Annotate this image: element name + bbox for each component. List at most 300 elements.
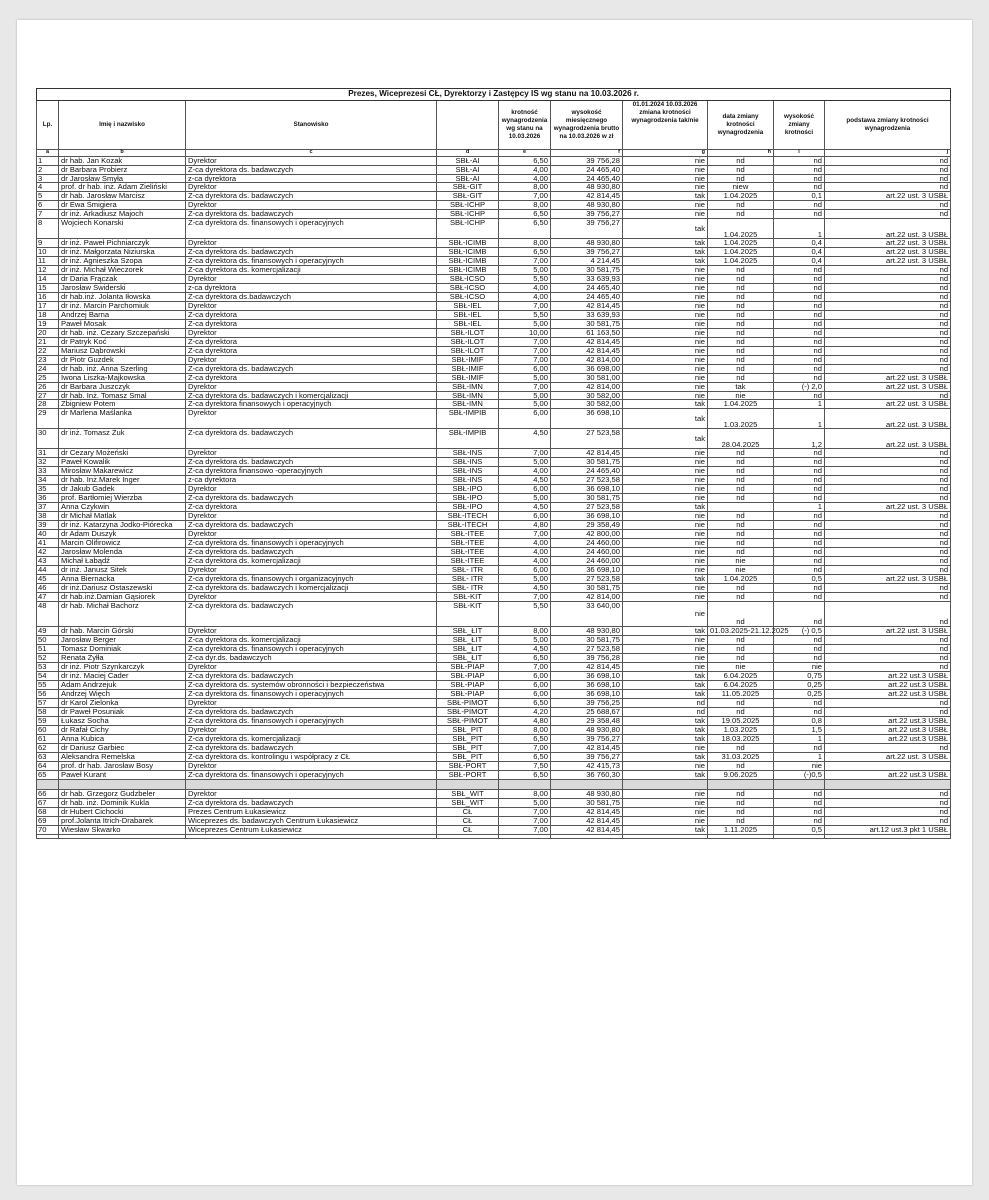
empty-cell (708, 834, 774, 838)
row-number: 12 (37, 266, 59, 275)
row-number: 10 (37, 248, 59, 257)
row-name: dr inż. Piotr Szynkarczyk (59, 662, 186, 671)
row-change-basis: nd (825, 583, 951, 592)
row-salary: 24 465,40 (551, 284, 623, 293)
row-change-date: nd (708, 583, 774, 592)
row-position: Dyrektor (186, 626, 437, 635)
row-change-amount: 0,1 (774, 192, 825, 201)
separator-row (37, 779, 951, 789)
table-row (37, 601, 951, 626)
row-change-date: nd (708, 365, 774, 374)
row-salary: 30 581,75 (551, 266, 623, 275)
row-position: Dyrektor (186, 275, 437, 284)
row-position: Z-ca dyrektora ds. kontrolingu i współpracy z CŁ (186, 752, 437, 761)
row-salary: 33 640,00 (551, 601, 623, 626)
row-number: 67 (37, 798, 59, 807)
row-change-date: nd (708, 644, 774, 653)
row-multiplier: 6,00 (499, 680, 551, 689)
row-salary: 42 814,45 (551, 825, 623, 834)
row-name: dr hab. Jan Kozak (59, 156, 186, 165)
table-row (37, 484, 951, 493)
row-change-date: nd (708, 329, 774, 338)
row-unit: SBŁ-INS (437, 449, 499, 458)
row-change-amount: nd (774, 743, 825, 752)
row-position: Dyrektor (186, 698, 437, 707)
row-salary: 48 930,80 (551, 239, 623, 248)
table-row (37, 565, 951, 574)
row-multiplier: 5,50 (499, 601, 551, 626)
row-number: 35 (37, 484, 59, 493)
row-change-amount: (-) 0,5 (774, 626, 825, 635)
row-position: Z-ca dyrektora ds. finansowych i operacyjnych (186, 716, 437, 725)
row-salary: 4 214,45 (551, 257, 623, 266)
row-multiplier: 4,00 (499, 547, 551, 556)
row-unit: SBŁ-AI (437, 174, 499, 183)
row-salary: 24 460,00 (551, 538, 623, 547)
row-unit: CŁ (437, 816, 499, 825)
row-change-basis: nd (825, 275, 951, 284)
row-name: Paweł Kurant (59, 770, 186, 779)
row-name: dr inż. Katarzyna Jodko-Piórecka (59, 520, 186, 529)
empty-cell (437, 834, 499, 838)
separator-cell (623, 779, 708, 789)
row-change: tak (623, 248, 708, 257)
row-salary: 29 358,48 (551, 716, 623, 725)
row-multiplier: 7,50 (499, 761, 551, 770)
row-name: dr inż. Małgorzata Niziurska (59, 248, 186, 257)
row-number: 18 (37, 311, 59, 320)
row-salary: 42 800,00 (551, 529, 623, 538)
row-change-basis: art.22 ust. 3 USBŁ (825, 409, 951, 429)
row-salary: 36 760,30 (551, 770, 623, 779)
table-title: Prezes, Wiceprezesi CŁ, Dyrektorzy i Zastępcy IS wg stanu na 10.03.2026 r. (37, 89, 951, 101)
row-change-amount: nd (774, 635, 825, 644)
row-position: Z-ca dyr.ds. badawczych (186, 653, 437, 662)
table-row (37, 466, 951, 475)
row-unit: SBŁ-IMIF (437, 365, 499, 374)
row-multiplier: 6,50 (499, 219, 551, 239)
row-multiplier: 4,80 (499, 716, 551, 725)
column-letter: a (37, 150, 59, 157)
row-change: nie (623, 329, 708, 338)
row-number: 46 (37, 583, 59, 592)
row-position: Dyrektor (186, 662, 437, 671)
row-name: dr hab. inż. Dominik Kukla (59, 798, 186, 807)
row-change-amount: nd (774, 565, 825, 574)
row-change-amount: nie (774, 761, 825, 770)
row-change-amount: nd (774, 311, 825, 320)
row-position: Z-ca dyrektora ds. finansowych i operacyjnych (186, 644, 437, 653)
row-salary: 24 460,00 (551, 556, 623, 565)
row-change: nie (623, 293, 708, 302)
row-unit: SBŁ_ŁIT (437, 635, 499, 644)
row-change: nie (623, 457, 708, 466)
table-row (37, 429, 951, 449)
row-change-basis: art.22 ust. 3 USBŁ (825, 239, 951, 248)
row-number: 5 (37, 192, 59, 201)
table-row (37, 165, 951, 174)
row-change: nie (623, 583, 708, 592)
row-change-amount: nd (774, 547, 825, 556)
row-unit: SBŁ-PIAP (437, 671, 499, 680)
row-name: Marcin Olifirowicz (59, 538, 186, 547)
row-name: dr Karol Zielonka (59, 698, 186, 707)
row-change-date: nd (708, 457, 774, 466)
row-name: Wiesław Skwarko (59, 825, 186, 834)
row-change-amount: 1 (774, 219, 825, 239)
row-number: 65 (37, 770, 59, 779)
row-salary: 48 930,80 (551, 725, 623, 734)
row-change-basis: nd (825, 210, 951, 219)
row-multiplier: 4,80 (499, 520, 551, 529)
row-multiplier: 7,00 (499, 347, 551, 356)
row-change: tak (623, 752, 708, 761)
row-position: Z-ca dyrektora ds. badawczych (186, 743, 437, 752)
row-position: Dyrektor (186, 383, 437, 392)
row-number: 17 (37, 302, 59, 311)
row-multiplier: 7,00 (499, 338, 551, 347)
row-salary: 36 698,10 (551, 689, 623, 698)
row-unit: SBŁ-PIMOT (437, 698, 499, 707)
row-number: 60 (37, 725, 59, 734)
row-name: Renata Żyłła (59, 653, 186, 662)
row-name: Paweł Mosak (59, 320, 186, 329)
row-change-date: 1.03.2025 (708, 409, 774, 429)
row-change-amount: nd (774, 210, 825, 219)
row-position: Wiceprezes ds. badawczych Centrum Łukasiewicz (186, 816, 437, 825)
row-number: 3 (37, 174, 59, 183)
row-name: dr Barbara Juszczyk (59, 383, 186, 392)
row-change: nie (623, 449, 708, 458)
row-change-amount: nd (774, 484, 825, 493)
row-salary: 42 814,45 (551, 338, 623, 347)
row-change-basis: art.22 ust. 3 USBŁ (825, 374, 951, 383)
row-position: Z-ca dyrektora (186, 374, 437, 383)
row-salary: 42 814,45 (551, 192, 623, 201)
table-row (37, 752, 951, 761)
row-change-amount: nd (774, 457, 825, 466)
table-row (37, 529, 951, 538)
row-change-date: nd (708, 466, 774, 475)
row-change-basis: nd (825, 807, 951, 816)
row-name: dr inż.Dariusz Ostaszewski (59, 583, 186, 592)
row-number: 29 (37, 409, 59, 429)
salary-table (36, 88, 951, 839)
row-change-date: nie (708, 662, 774, 671)
row-unit: SBŁ-IMN (437, 400, 499, 409)
row-multiplier: 4,00 (499, 556, 551, 565)
row-change-amount: nd (774, 816, 825, 825)
row-change: tak (623, 502, 708, 511)
row-salary: 24 465,40 (551, 466, 623, 475)
row-change-date: 6.04.2025 (708, 671, 774, 680)
row-change: tak (623, 825, 708, 834)
row-change: tak (623, 725, 708, 734)
table-row (37, 475, 951, 484)
row-multiplier: 6,00 (499, 409, 551, 429)
row-change-basis: nd (825, 662, 951, 671)
row-salary: 30 581,75 (551, 583, 623, 592)
row-position: Dyrektor (186, 329, 437, 338)
row-position: Dyrektor (186, 725, 437, 734)
row-change-basis: nd (825, 484, 951, 493)
row-unit: SBŁ_PIT (437, 752, 499, 761)
row-change-basis: nd (825, 547, 951, 556)
row-name: dr Jarosław Smyła (59, 174, 186, 183)
row-change-amount: nd (774, 653, 825, 662)
row-unit: SBŁ-ITECH (437, 511, 499, 520)
row-salary: 30 581,75 (551, 320, 623, 329)
row-salary: 36 698,10 (551, 671, 623, 680)
row-number: 45 (37, 574, 59, 583)
row-unit: SBŁ-IMN (437, 383, 499, 392)
table-row (37, 556, 951, 565)
row-change-amount: 0,25 (774, 689, 825, 698)
row-name: dr hab.inż. Jolanta Iłowska (59, 293, 186, 302)
column-letter: g (623, 150, 708, 157)
row-name: prof. dr hab. inż. Adam Zieliński (59, 183, 186, 192)
row-change-basis: nd (825, 183, 951, 192)
row-name: dr hab. inż. Cezary Szczepański (59, 329, 186, 338)
row-change-amount: 0,4 (774, 257, 825, 266)
row-change-date: nd (708, 156, 774, 165)
row-change-amount: 1,2 (774, 429, 825, 449)
row-change-basis: nd (825, 201, 951, 210)
row-change-amount: nd (774, 601, 825, 626)
row-salary: 61 163,50 (551, 329, 623, 338)
row-salary: 39 756,27 (551, 210, 623, 219)
row-unit: SBŁ-AI (437, 156, 499, 165)
row-change-date: 6.04.2025 (708, 680, 774, 689)
row-name: Jarosław Molenda (59, 547, 186, 556)
row-change-amount: nd (774, 511, 825, 520)
row-change-basis: nd (825, 302, 951, 311)
table-row (37, 770, 951, 779)
row-salary: 42 814,45 (551, 807, 623, 816)
row-salary: 25 688,67 (551, 707, 623, 716)
row-multiplier: 5,00 (499, 266, 551, 275)
row-position: Z-ca dyrektora ds. badawczych (186, 671, 437, 680)
table-row (37, 356, 951, 365)
table-row (37, 807, 951, 816)
row-salary: 42 814,45 (551, 302, 623, 311)
row-change-amount: nd (774, 356, 825, 365)
row-change-date: tak (708, 383, 774, 392)
row-change-date: nd (708, 475, 774, 484)
row-unit: SBŁ_PIT (437, 743, 499, 752)
row-change-basis: nd (825, 293, 951, 302)
row-salary: 39 756,27 (551, 219, 623, 239)
row-number: 63 (37, 752, 59, 761)
table-row (37, 302, 951, 311)
row-multiplier: 8,00 (499, 201, 551, 210)
row-multiplier: 7,00 (499, 449, 551, 458)
row-position: Z-ca dyrektora ds. badawczych (186, 457, 437, 466)
row-salary: 30 581,75 (551, 457, 623, 466)
row-number: 58 (37, 707, 59, 716)
row-name: prof. Bartłomiej Wierzba (59, 493, 186, 502)
row-change-basis: art.22 ust.3 USBŁ (825, 770, 951, 779)
row-salary: 33 639,93 (551, 311, 623, 320)
row-change-date: nd (708, 266, 774, 275)
table-row (37, 156, 951, 165)
row-multiplier: 8,00 (499, 239, 551, 248)
row-multiplier: 6,00 (499, 689, 551, 698)
table-row (37, 825, 951, 834)
row-unit: SBŁ-INS (437, 475, 499, 484)
table-row (37, 391, 951, 400)
row-multiplier: 8,00 (499, 183, 551, 192)
row-change-amount: 1 (774, 734, 825, 743)
row-change-amount: nd (774, 538, 825, 547)
row-change: nie (623, 538, 708, 547)
row-change-basis: nd (825, 320, 951, 329)
row-number: 31 (37, 449, 59, 458)
row-change-basis: art.22 ust. 3 USBŁ (825, 626, 951, 635)
row-number: 8 (37, 219, 59, 239)
separator-cell (825, 779, 951, 789)
row-number: 54 (37, 671, 59, 680)
row-number: 70 (37, 825, 59, 834)
row-unit: SBŁ-ITEE (437, 547, 499, 556)
row-change-amount: nd (774, 529, 825, 538)
row-position: Z-ca dyrektora ds. finansowych i operacyjnych (186, 257, 437, 266)
row-name: dr Ewa Śmigiera (59, 201, 186, 210)
table-row (37, 219, 951, 239)
row-change-date: 1.04.2025 (708, 574, 774, 583)
row-multiplier: 7,00 (499, 383, 551, 392)
row-unit: SBŁ_PIT (437, 725, 499, 734)
row-position: Dyrektor (186, 183, 437, 192)
row-change-basis: art.22 ust.3 USBŁ (825, 725, 951, 734)
row-unit: SBŁ-PORT (437, 761, 499, 770)
row-multiplier: 7,00 (499, 592, 551, 601)
row-name: dr inż. Paweł Pichniarczyk (59, 239, 186, 248)
row-change-date: 1.04.2025 (708, 400, 774, 409)
row-change-basis: art.22 ust. 3 USBŁ (825, 502, 951, 511)
header-amount: wysokość zmiany krotności (774, 101, 825, 150)
row-name: dr Dariusz Garbiec (59, 743, 186, 752)
row-salary: 42 415,73 (551, 761, 623, 770)
row-unit: SBŁ-GIT (437, 183, 499, 192)
row-salary: 24 465,40 (551, 293, 623, 302)
row-change: nie (623, 165, 708, 174)
table-row (37, 266, 951, 275)
row-salary: 30 582,00 (551, 391, 623, 400)
row-name: dr hab. Michał Bachorz (59, 601, 186, 626)
row-name: dr inż. Marcin Parchomiuk (59, 302, 186, 311)
table-row (37, 698, 951, 707)
row-multiplier: 4,00 (499, 538, 551, 547)
table-row (37, 502, 951, 511)
row-name: dr Daria Frączak (59, 275, 186, 284)
row-change-amount: nie (774, 662, 825, 671)
row-position: Dyrektor (186, 511, 437, 520)
row-number: 48 (37, 601, 59, 626)
row-number: 62 (37, 743, 59, 752)
row-unit: SBŁ-IPO (437, 484, 499, 493)
separator-cell (186, 779, 437, 789)
table-row (37, 574, 951, 583)
row-change: nd (623, 698, 708, 707)
row-position: Dyrektor (186, 761, 437, 770)
row-unit: SBŁ-PIAP (437, 662, 499, 671)
row-change-basis: nd (825, 538, 951, 547)
row-salary: 36 698,10 (551, 409, 623, 429)
row-number: 41 (37, 538, 59, 547)
row-unit: SBŁ_PIT (437, 734, 499, 743)
table-row (37, 239, 951, 248)
row-multiplier: 7,00 (499, 816, 551, 825)
row-name: dr hab. inż. Anna Szerling (59, 365, 186, 374)
row-change: nie (623, 183, 708, 192)
row-change-date: nd (708, 275, 774, 284)
row-unit: SBŁ_WIT (437, 789, 499, 798)
row-change-date: nd (708, 761, 774, 770)
row-position: Z-ca dyrektora ds. finansowych i organizacyjnych (186, 574, 437, 583)
row-name: Jarosław Berger (59, 635, 186, 644)
row-position: Z-ca dyrektora ds. badawczych (186, 547, 437, 556)
row-number: 36 (37, 493, 59, 502)
table-row (37, 662, 951, 671)
row-multiplier: 7,00 (499, 529, 551, 538)
row-change-amount: nd (774, 391, 825, 400)
row-number: 55 (37, 680, 59, 689)
row-multiplier: 6,00 (499, 565, 551, 574)
row-unit: SBŁ-IPO (437, 502, 499, 511)
row-position: Z-ca dyrektora (186, 320, 437, 329)
row-change-amount: 0,5 (774, 825, 825, 834)
row-multiplier: 4,50 (499, 429, 551, 449)
row-change-amount: (-)0,5 (774, 770, 825, 779)
row-change-basis: nd (825, 565, 951, 574)
row-multiplier: 6,50 (499, 698, 551, 707)
row-position: Z-ca dyrektora ds. komercjalizacji (186, 556, 437, 565)
row-unit: SBŁ-AI (437, 165, 499, 174)
row-change-amount: nd (774, 475, 825, 484)
row-name: dr hab. Grzegorz Gudzbeler (59, 789, 186, 798)
row-number: 22 (37, 347, 59, 356)
row-name: dr Jakub Gadek (59, 484, 186, 493)
row-change-date: 19.05.2025 (708, 716, 774, 725)
row-multiplier: 7,00 (499, 807, 551, 816)
row-multiplier: 6,00 (499, 511, 551, 520)
row-salary: 36 698,10 (551, 680, 623, 689)
row-change-date: 9.06.2025 (708, 770, 774, 779)
row-change-basis: art.22 ust. 3 USBŁ (825, 248, 951, 257)
row-multiplier: 6,50 (499, 248, 551, 257)
separator-cell (774, 779, 825, 789)
row-number: 64 (37, 761, 59, 770)
row-change-date: nd (708, 165, 774, 174)
row-change-amount: nd (774, 201, 825, 210)
row-number: 26 (37, 383, 59, 392)
row-change-basis: nd (825, 266, 951, 275)
row-number: 51 (37, 644, 59, 653)
row-multiplier: 5,00 (499, 457, 551, 466)
table-row (37, 311, 951, 320)
row-position: Dyrektor (186, 201, 437, 210)
row-name: dr Marlena Maślanka (59, 409, 186, 429)
row-name: dr hab.inż.Damian Gąsiorek (59, 592, 186, 601)
row-name: dr inż. Janusz Sitek (59, 565, 186, 574)
row-number: 2 (37, 165, 59, 174)
row-name: dr inż. Agnieszka Szopa (59, 257, 186, 266)
row-change: nie (623, 761, 708, 770)
row-number: 40 (37, 529, 59, 538)
row-change-amount: 0,4 (774, 239, 825, 248)
row-unit: SBŁ-IMN (437, 391, 499, 400)
